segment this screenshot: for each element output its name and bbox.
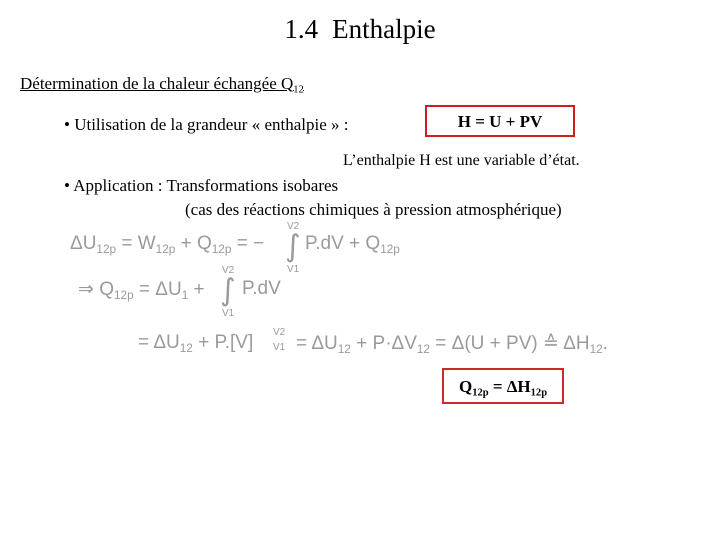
integral-sign-2: ∫ (220, 273, 236, 308)
bracket-lower-limit: V1 (273, 342, 286, 353)
bullet-application: • Application : Transformations isobares (64, 176, 339, 195)
integral-upper-limit-2: V2 (222, 265, 235, 276)
enthalpy-definition-box: H = U + PV (425, 105, 575, 137)
state-variable-note: L’enthalpie H est une variable d’état. (343, 152, 580, 169)
integral-upper-limit: V2 (287, 221, 300, 232)
equation-first-law-rhs: $P.dV + Q_{12p}$ (305, 233, 400, 257)
section-subtitle (20, 74, 304, 96)
section-number: 1.4 (284, 14, 319, 44)
integral-sign: ∫ (285, 229, 301, 264)
equation-heat-rhs: P.dV (242, 278, 281, 299)
integral-lower-limit: V1 (287, 264, 300, 275)
integral-lower-limit-2: V1 (222, 308, 235, 319)
subtitle-text: Détermination de la chaleur échangée Q (20, 74, 294, 93)
page-title (0, 14, 720, 45)
bullet-enthalpy-usage: • Utilisation de la grandeur « enthalpie » : (64, 115, 349, 134)
section-title: Enthalpie (332, 14, 436, 44)
bullet-application-detail: (cas des réactions chimiques à pression atmosphérique) (185, 200, 562, 219)
equation-first-law: $\Delta U_{12p} = W_{12p} + Q_{12p}$ = − (70, 233, 265, 257)
equation-heat: ⇒ $Q_{12p} = \Delta U_1$ + (78, 279, 205, 303)
equation-enthalpy-rhs: = $\Delta U_{12} + P\cdot\Delta V_{12} = \Delta(U + PV)$ ≙ $\Delta H_{12}$. (296, 333, 608, 357)
subtitle-subscript: 12 (293, 84, 304, 96)
bracket-upper-limit: V2 (273, 327, 286, 338)
equation-enthalpy: = $\Delta U_{12} + P.[V]$ (138, 332, 254, 356)
result-box: $Q_{12p} = \Delta H_{12p}$ (442, 368, 564, 404)
